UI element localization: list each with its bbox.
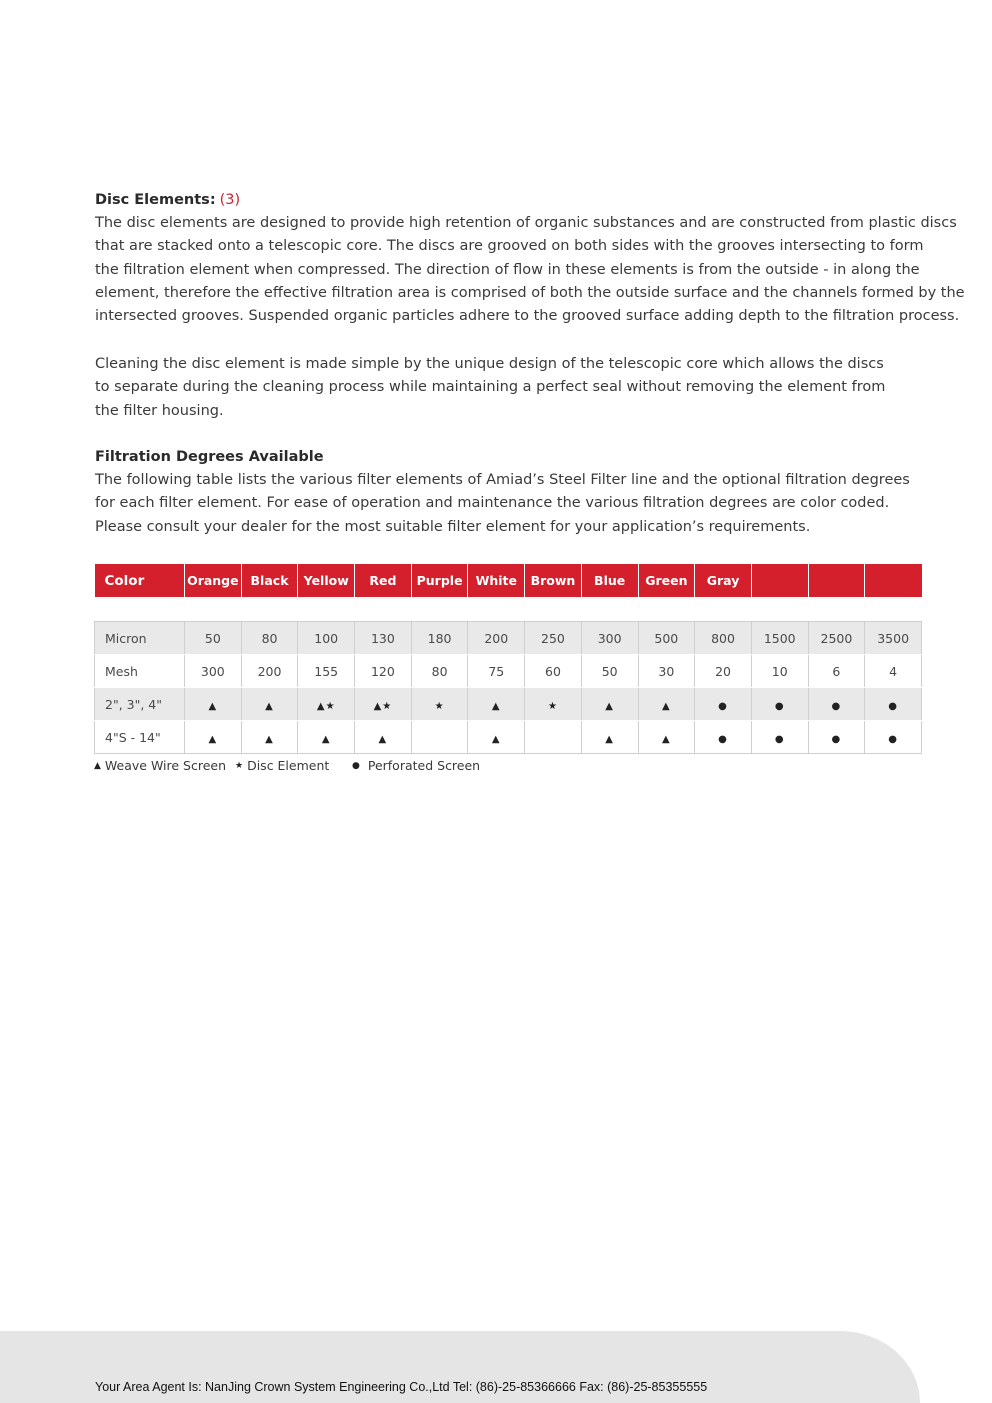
color-header-cell: Gray	[695, 564, 752, 597]
table-cell	[638, 688, 695, 721]
table-cell	[355, 721, 412, 754]
table-cell	[185, 721, 242, 754]
color-header-cell	[751, 564, 808, 597]
table-cell: 200	[468, 622, 525, 655]
triangle-icon: ▲	[94, 760, 101, 771]
row-label: 2", 3", 4"	[95, 688, 185, 721]
table-cell	[581, 721, 638, 754]
element-type-icon: ●	[831, 700, 842, 712]
row-label: Mesh	[95, 655, 185, 688]
table-cell: 75	[468, 655, 525, 688]
heading-text: Disc Elements:	[95, 192, 216, 208]
element-type-icon: ●	[774, 733, 785, 745]
table-cell	[581, 688, 638, 721]
table-cell	[468, 721, 525, 754]
table-cell	[411, 721, 468, 754]
filtration-section	[95, 446, 935, 539]
element-type-icon: ●	[888, 733, 898, 745]
table-cell: 80	[411, 655, 468, 688]
color-header-cell: White	[468, 564, 525, 597]
table-row	[95, 688, 922, 721]
paragraph-line: The following table lists the various filter elements of Amiad’s Steel Filter line and the optional filtration degrees	[95, 472, 910, 488]
element-type-icon: ●	[774, 700, 785, 712]
dot-icon: ●	[352, 760, 360, 771]
table-cell: 50	[185, 622, 242, 655]
element-type-icon: ▲	[661, 700, 671, 712]
element-type-icon: ▲	[661, 733, 671, 745]
table-cell: 20	[695, 655, 752, 688]
element-type-icon: ▲	[208, 733, 218, 745]
table-cell: 6	[808, 655, 865, 688]
table-cell: 130	[355, 622, 412, 655]
cleaning-section	[95, 353, 935, 423]
table-cell: 500	[638, 622, 695, 655]
table-cell: 100	[298, 622, 355, 655]
table-cell: 200	[241, 655, 298, 688]
color-header-label: Color	[95, 564, 185, 597]
table-cell	[185, 688, 242, 721]
paragraph-line: intersected grooves. Suspended organic particles adhere to the grooved surface adding depth to the filtration process.	[95, 308, 960, 325]
element-type-icon: ★	[547, 700, 558, 712]
filtration-degrees-table	[94, 564, 922, 754]
table-cell	[525, 721, 582, 754]
color-header-row	[95, 564, 922, 597]
paragraph-line: the filter housing.	[95, 402, 224, 419]
legend-label: Perforated Screen	[367, 758, 481, 773]
color-header-cell: Purple	[411, 564, 468, 597]
table-cell: 50	[581, 655, 638, 688]
paragraph-line: that are stacked onto a telescopic core. The discs are grooved on both sides with the grooves intersecting to form	[95, 238, 924, 255]
table-cell	[298, 721, 355, 754]
table-cell	[695, 688, 752, 721]
table-cell	[808, 721, 865, 754]
table-cell	[751, 721, 808, 754]
element-type-icon: ▲	[265, 733, 274, 745]
symbol-legend	[94, 758, 480, 773]
element-type-icon: ▲	[321, 733, 331, 745]
color-header-cell: Yellow	[298, 564, 355, 597]
color-header-cell: Blue	[581, 564, 638, 597]
color-header-cell	[865, 564, 922, 597]
table-cell	[298, 688, 355, 721]
table-cell: 10	[751, 655, 808, 688]
table-cell: 1500	[751, 622, 808, 655]
table-row	[95, 721, 922, 754]
table-cell	[468, 688, 525, 721]
element-type-icon: ●	[888, 700, 898, 712]
table-cell: 180	[411, 622, 468, 655]
element-type-icon: ▲★	[316, 700, 336, 712]
table-row	[95, 622, 922, 655]
table-cell: 155	[298, 655, 355, 688]
table-cell	[865, 721, 922, 754]
table-spacer-cell	[95, 597, 922, 622]
element-type-icon: ▲	[378, 733, 388, 745]
table-cell: 80	[241, 622, 298, 655]
color-header-cell: Orange	[185, 564, 242, 597]
table-cell: 60	[525, 655, 582, 688]
element-type-icon: ★	[434, 700, 445, 712]
color-header-cell: Black	[241, 564, 298, 597]
reference-number: (3)	[219, 192, 241, 208]
row-label: 4"S - 14"	[95, 721, 185, 754]
footer-agent-info: Your Area Agent Is: NanJing Crown System Engineering Co.,Ltd Tel: (86)-25-85366666 Fax: (86)-25-85355555	[95, 1380, 708, 1394]
disc-elements-section	[95, 189, 965, 328]
element-type-icon: ▲	[605, 700, 614, 712]
table-cell: 800	[695, 622, 752, 655]
table-spacer	[95, 597, 922, 622]
element-type-icon: ▲★	[373, 700, 393, 712]
element-type-icon: ▲	[491, 700, 501, 712]
row-label: Micron	[95, 622, 185, 655]
cleaning-description	[95, 353, 935, 423]
legend-item-disc-element	[235, 758, 352, 773]
paragraph-line: element, therefore the effective filtration area is comprised of both the outside surface and the channels formed by the	[95, 284, 965, 301]
color-header-cell: Brown	[525, 564, 582, 597]
table-cell	[638, 721, 695, 754]
table-cell	[808, 688, 865, 721]
table-cell: 300	[581, 622, 638, 655]
paragraph-line: for each filter element. For ease of operation and maintenance the various filtration degrees are color coded.	[95, 495, 890, 512]
legend-label: Weave Wire Screen	[104, 758, 227, 773]
table-cell	[751, 688, 808, 721]
disc-elements-heading	[95, 189, 935, 212]
legend-label: Disc Element	[247, 758, 330, 773]
table-cell: 250	[525, 622, 582, 655]
element-type-icon: ●	[718, 700, 728, 712]
table-cell: 2500	[808, 622, 865, 655]
element-type-icon: ▲	[208, 700, 218, 712]
paragraph-line: Cleaning the disc element is made simple by the unique design of the telescopic core which allows the discs	[95, 356, 884, 372]
table-cell: 3500	[865, 622, 922, 655]
filtration-description	[95, 469, 935, 539]
paragraph-line: the filtration element when compressed. The direction of flow in these elements is from the outside - in along the	[95, 261, 920, 278]
table-cell	[355, 688, 412, 721]
table-cell	[411, 688, 468, 721]
filtration-heading: Filtration Degrees Available	[95, 449, 324, 465]
table-cell: 30	[638, 655, 695, 688]
element-type-icon: ▲	[491, 733, 501, 745]
table-cell: 300	[185, 655, 242, 688]
table-row	[95, 655, 922, 688]
table-cell	[865, 688, 922, 721]
element-type-icon: ▲	[605, 733, 614, 745]
table-cell: 120	[355, 655, 412, 688]
table-cell: 4	[865, 655, 922, 688]
table-cell	[241, 688, 298, 721]
element-type-icon: ●	[831, 733, 842, 745]
color-header-cell: Green	[638, 564, 695, 597]
star-icon: ★	[235, 760, 244, 771]
paragraph-line: Please consult your dealer for the most suitable filter element for your application’s requirements.	[95, 518, 811, 535]
element-type-icon: ●	[718, 733, 728, 745]
element-type-icon: ▲	[265, 700, 274, 712]
paragraph-line: to separate during the cleaning process while maintaining a perfect seal without removing the element from	[95, 379, 886, 396]
color-header-cell	[808, 564, 865, 597]
table-cell	[241, 721, 298, 754]
disc-description	[95, 212, 965, 328]
legend-item-perforated	[352, 758, 480, 773]
table-cell	[525, 688, 582, 721]
paragraph-line: The disc elements are designed to provide high retention of organic substances and are constructed from plastic discs	[95, 215, 957, 231]
color-header-cell: Red	[355, 564, 412, 597]
legend-item-weave-wire	[94, 758, 235, 773]
table-cell	[695, 721, 752, 754]
